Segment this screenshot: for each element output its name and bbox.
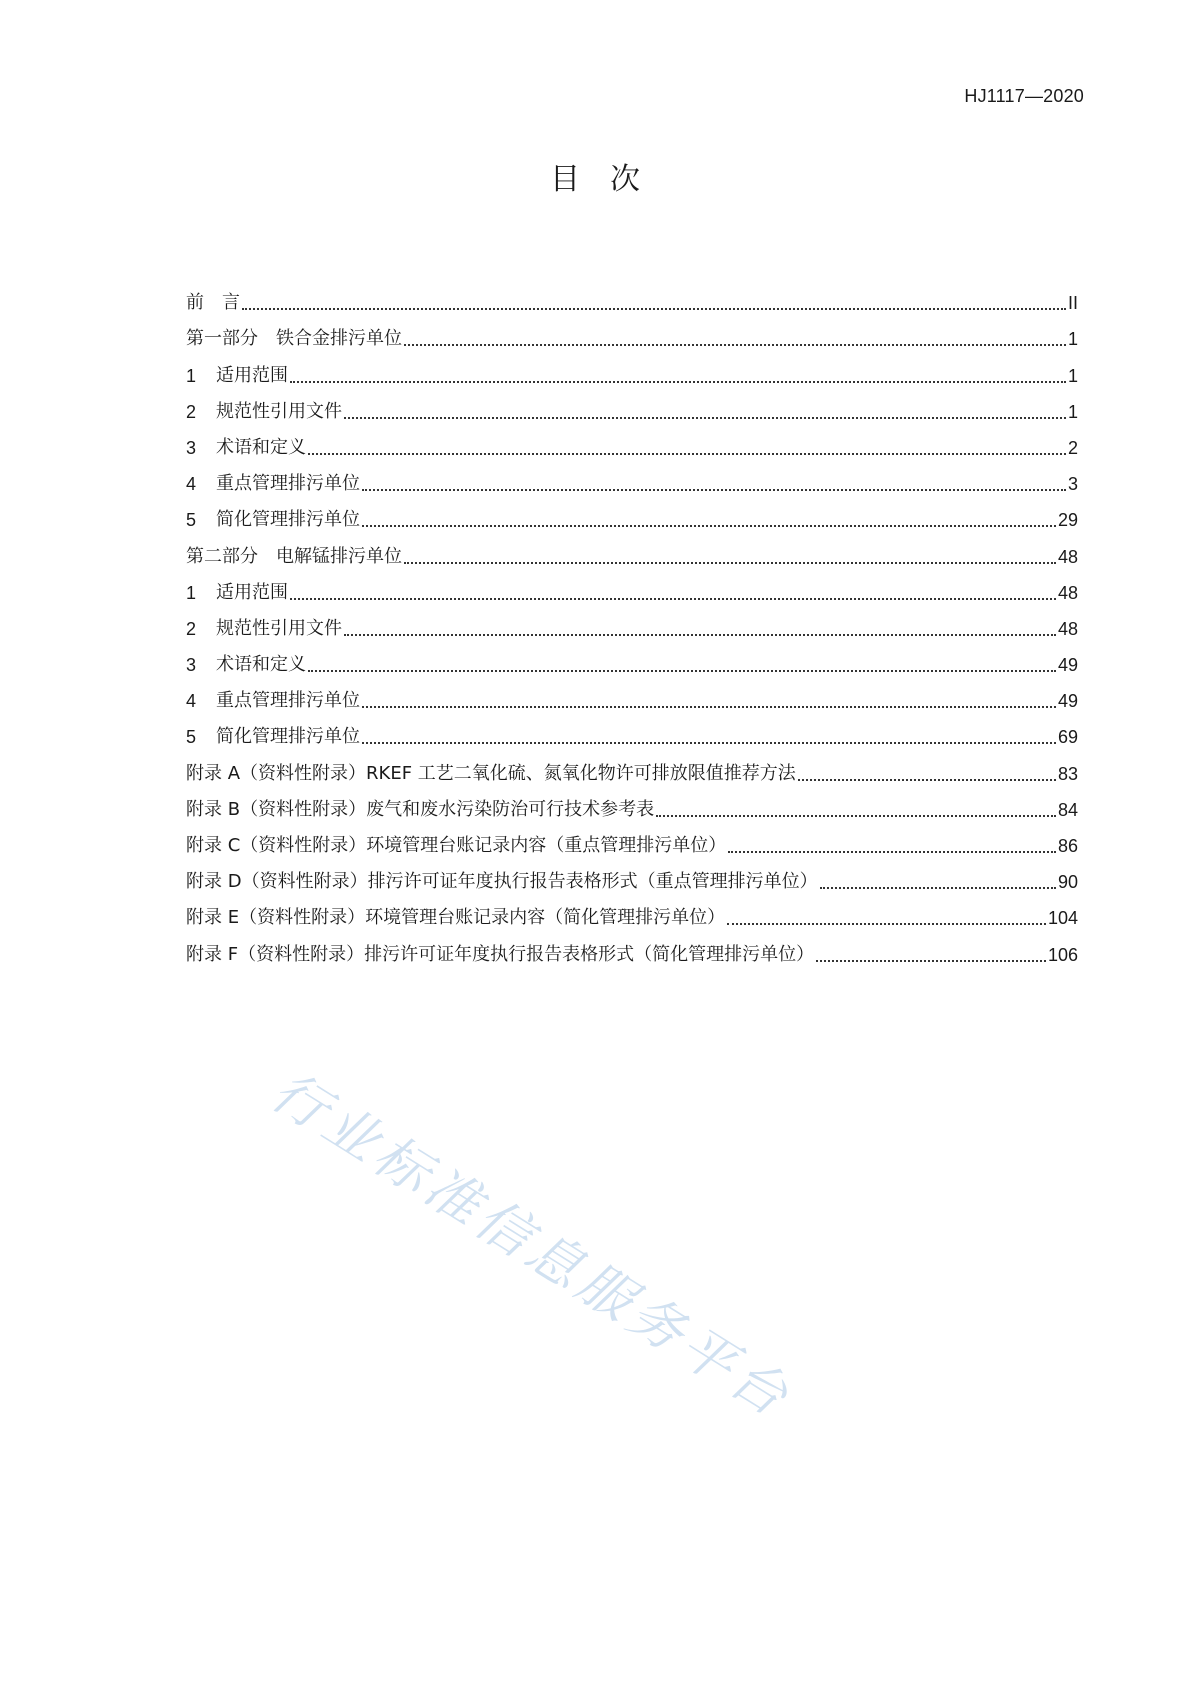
toc-section-number: 5 (186, 727, 197, 748)
toc-item-1-1[interactable] (186, 350, 1078, 386)
toc-page-number: 3 (1067, 474, 1078, 495)
toc-leader-dots (290, 597, 1056, 600)
toc-leader-dots (816, 959, 1046, 962)
toc-item-part-one[interactable] (186, 314, 1078, 350)
toc-leader-dots (344, 416, 1066, 419)
toc-item-1-3[interactable] (186, 423, 1078, 459)
toc-page-number: 49 (1057, 655, 1078, 676)
watermark: 行业标准信息服务平台 (260, 1059, 803, 1431)
toc-page-number: II (1067, 293, 1078, 314)
toc-item-2-2[interactable] (186, 604, 1078, 640)
toc-item-appendix-e[interactable] (186, 893, 1078, 929)
toc-page-number: 29 (1057, 510, 1078, 531)
toc-page-number: 49 (1057, 691, 1078, 712)
toc-leader-dots (727, 922, 1046, 925)
toc-section-number: 2 (186, 401, 197, 422)
toc-item-appendix-c[interactable] (186, 821, 1078, 857)
toc-label: 重点管理排污单位 (216, 473, 360, 495)
toc-page-number: 84 (1057, 799, 1078, 820)
toc-leader-dots (308, 452, 1066, 455)
toc-item-foreword[interactable] (186, 278, 1078, 314)
toc-item-2-1[interactable] (186, 568, 1078, 604)
toc-section-number: 3 (186, 655, 197, 676)
toc-section-number: 4 (186, 691, 197, 712)
document-code: HJ1117—2020 (964, 86, 1084, 106)
toc-label: 附录 C（资料性附录）环境管理台账记录内容（重点管理排污单位） (186, 835, 727, 856)
toc-leader-dots (242, 307, 1066, 310)
toc-item-2-5[interactable] (186, 712, 1078, 748)
toc-label: 简化管理排污单位 (216, 509, 360, 531)
toc-label: 附录 A（资料性附录）RKEF 工艺二氧化硫、氮氧化物许可排放限值推荐方法 (186, 762, 796, 784)
toc-page-number: 90 (1057, 872, 1078, 893)
toc-label: 重点管理排污单位 (216, 690, 360, 712)
toc-section-number: 1 (186, 582, 197, 603)
toc-item-part-two[interactable] (186, 531, 1078, 567)
toc-label: 前 言 (186, 292, 240, 314)
toc-leader-dots (728, 850, 1056, 853)
toc-page-number: 83 (1057, 763, 1078, 784)
toc-leader-dots (656, 814, 1056, 817)
toc-item-1-4[interactable] (186, 459, 1078, 495)
toc-leader-dots (290, 380, 1066, 383)
toc-item-2-3[interactable] (186, 640, 1078, 676)
toc-label: 第一部分 铁合金排污单位 (186, 328, 402, 350)
toc-leader-dots (404, 561, 1056, 564)
toc-item-appendix-b[interactable] (186, 785, 1078, 821)
toc-section-number: 2 (186, 618, 197, 639)
toc-page-number: 69 (1057, 727, 1078, 748)
toc-leader-dots (362, 705, 1056, 708)
toc-label: 适用范围 (216, 364, 288, 386)
toc-page-number: 106 (1047, 944, 1078, 965)
toc-leader-dots (308, 669, 1056, 672)
toc-leader-dots (404, 343, 1066, 346)
toc-label: 规范性引用文件 (216, 400, 342, 422)
toc-page-number: 48 (1057, 618, 1078, 639)
toc-page-number: 1 (1067, 329, 1078, 350)
toc-label: 术语和定义 (216, 436, 306, 458)
toc-page-number: 104 (1047, 908, 1078, 929)
toc-item-1-5[interactable] (186, 495, 1078, 531)
toc-section-number: 3 (186, 437, 197, 458)
toc-leader-dots (798, 778, 1056, 781)
toc-page-number: 48 (1057, 582, 1078, 603)
toc-leader-dots (362, 488, 1066, 491)
page-title: 目次 (550, 162, 670, 197)
toc-label: 附录 B（资料性附录）废气和废水污染防治可行技术参考表 (186, 798, 655, 820)
toc-label: 第二部分 电解锰排污单位 (186, 545, 402, 567)
toc-page-number: 1 (1067, 401, 1078, 422)
toc-label: 附录 D（资料性附录）排污许可证年度执行报告表格形式（重点管理排污单位） (186, 871, 818, 893)
toc-leader-dots (362, 524, 1056, 527)
toc-section-number: 4 (186, 474, 197, 495)
toc-label: 术语和定义 (216, 654, 306, 676)
toc-leader-dots (362, 741, 1056, 744)
toc-item-2-4[interactable] (186, 676, 1078, 712)
table-of-contents (186, 278, 1078, 966)
toc-page-number: 1 (1067, 365, 1078, 386)
toc-leader-dots (344, 633, 1056, 636)
toc-page-number: 48 (1057, 546, 1078, 567)
toc-label: 简化管理排污单位 (216, 726, 360, 748)
toc-item-appendix-d[interactable] (186, 857, 1078, 893)
toc-label: 适用范围 (216, 581, 288, 603)
toc-page-number: 2 (1067, 437, 1078, 458)
toc-item-1-2[interactable] (186, 387, 1078, 423)
toc-leader-dots (820, 886, 1056, 889)
toc-item-appendix-a[interactable] (186, 748, 1078, 784)
toc-page-number: 86 (1057, 836, 1078, 856)
toc-section-number: 5 (186, 510, 197, 531)
toc-item-appendix-f[interactable] (186, 929, 1078, 965)
toc-label: 规范性引用文件 (216, 617, 342, 639)
toc-label: 附录 F（资料性附录）排污许可证年度执行报告表格形式（简化管理排污单位） (186, 943, 815, 965)
toc-section-number: 1 (186, 365, 197, 386)
toc-label: 附录 E（资料性附录）环境管理台账记录内容（简化管理排污单位） (186, 907, 726, 929)
